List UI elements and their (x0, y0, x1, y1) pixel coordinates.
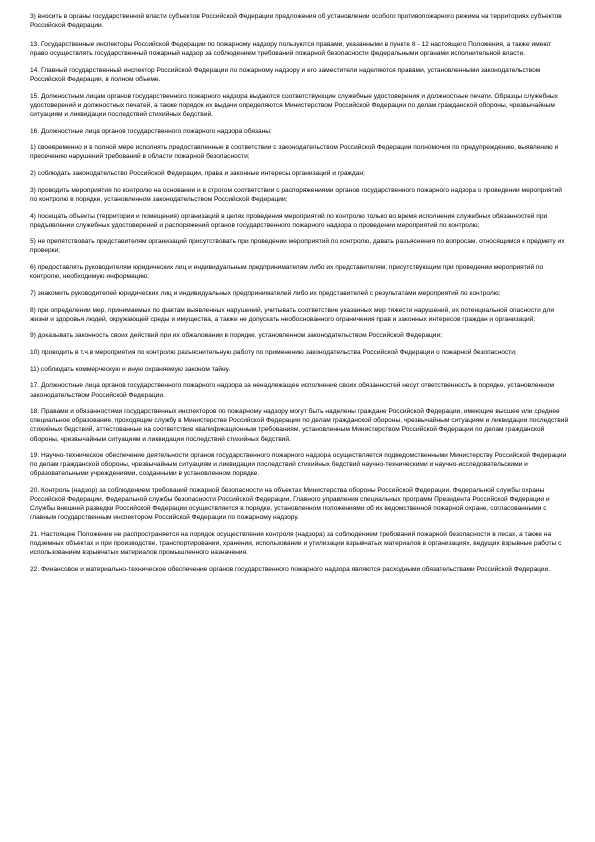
paragraph: 16. Должностные лица органов государственного пожарного надзора обязаны: (30, 127, 272, 135)
list-item: 1) своевременно и в полной мере исполнять предоставленные в соответствии с законодательством Российской Федерации полномочия по предупреждению, выявлению и пресечению нарушений требований в области пожарной безопасности; (30, 144, 559, 161)
list-item: 5) не препятствовать представителям организаций присутствовать при проведении мероприятий по контролю, давать разъяснения по вопросам, относящимся к предмету их проверки; (30, 238, 565, 255)
paragraph: 20. Контроль (надзор) за соблюдением требований пожарной безопасности на объектах Министерства обороны Российской Федерации, Федеральной службы охраны Российской Федерации, Федеральной службы безопасности Российской Федерации, Главного управления специальных программ Президента Российской Федерации и Службы внешней разведки Российской Федерации осуществляется в порядке, установленном положениями об их ведомственной пожарной охране, согласованными с главным государственным инспектором Российской Федерации по пожарному надзору. (30, 487, 550, 522)
list-item: 6) предоставлять руководителям юридических лиц и индивидуальным предпринимателям либо их представителям, присутствующим при проведении мероприятий по контролю, необходимую информацию; (30, 264, 544, 281)
paragraph: 21. Настоящее Положение не распространяется на порядок осуществления контроля (надзора) за соблюдением требований пожарной безопасности в лесах, а также на подземных объектах и при производстве, транспортировании, хранении, использовании и утилизации взрывчатых материалов в организациях, ведущих взрывные работы с использованием взрывчатых материалов промышленного назначения. (30, 531, 562, 557)
list-item: 2) соблюдать законодательство Российской Федерации, права и законные интересы организаций и граждан; (30, 170, 365, 178)
list-item: 7) знакомить руководителей юридических лиц и индивидуальных предпринимателей либо их представителей с результатами мероприятий по контролю; (30, 289, 501, 297)
list-item: 8) при определении мер, принимаемых по фактам выявленных нарушений, учитывать соответствие указанных мер тяжести нарушений, их потенциальной опасности для жизни и здоровья людей, окружающей среды и имущества, а также не допускать необоснованного ограничения прав и законных интересов граждан и организаций; (30, 306, 554, 323)
paragraph: 14. Главный государственный инспектор Российской Федерации по пожарному надзору и его заместители наделяются правами, установленными законодательством Российской Федерации, в полном объеме. (30, 66, 541, 84)
list-item: 3) проводить мероприятия по контролю на основании и в строгом соответствии с распоряжениями органов государственного пожарного надзора о проведении мероприятий по контролю в порядке, установленном законодательством Российской Федерации; (30, 186, 562, 203)
paragraph: 17. Должностные лица органов государственного пожарного надзора за ненадлежащее исполнение своих обязанностей несут ответственность в порядке, установленном законодательством Российской Федерации. (30, 382, 554, 399)
paragraph: 19. Научно-техническое обеспечение деятельности органов государственного пожарного надзора осуществляется подведомственными Министерству Российской Федерации по делам гражданской обороны, чрезвычайным ситуациям и ликвидации последствий стихийных бедствий научно-техническими и научно-исследовательскими и образовательными учреждениями, созданными в установленном порядке. (30, 452, 567, 478)
paragraph: 22. Финансовое и материально-техническое обеспечение органов государственного пожарного надзора являются расходными обязательствами Российской Федерации. (30, 565, 551, 573)
list-item: 10) проводить в т.ч.в мероприятия по контролю разъяснительную работу по применению законодательства Российской Федерации о пожарной безопасности; (30, 349, 517, 357)
list-item: 4) посещать объекты (территории и помещения) организаций в целях проведения мероприятий по контролю только во время исполнения служебных обязанностей при предъявлении служебных удостоверений и распоряжений органов государственного пожарного надзора о проведении мероприятий по контролю; (30, 212, 548, 229)
paragraph: 3) вносить в органы государственной власти субъектов Российской Федерации предложения об установлении особого противопожарного режима на территориях субъектов Российской Федерации. (30, 13, 562, 30)
paragraph: 18. Правами и обязанностями государственных инспекторов по пожарному надзору могут быть наделены граждане Российской Федерации, имеющие высшее или среднее специальное образование, проходящие службу в Министерстве Российской Федерации по делам гражданской обороны, чрезвычайным ситуациям и ликвидации последствий стихийных бедствий, аттестованные на соответствие квалификационным требованиям, установленным Министерством Российской Федерации по делам гражданской обороны, чрезвычайным ситуациям и ликвидации последствий стихийных бедствий. (30, 408, 569, 443)
paragraph: 13. Государственные инспекторы Российской Федерации по пожарному надзору пользуются правами, указанными в пункте 8 - 12 настоящего Положения, а также имеют право осуществлять государственный пожарный надзор за соблюдением требований пожарной безопасности федеральными органами исполнительной власти. (30, 41, 552, 58)
paragraph: 15. Должностным лицам органов государственного пожарного надзора выдаются соответствующие служебные удостоверения и должностные печати. Образцы служебных удостоверений и должностных печатей, а также порядок их выдачи определяются Министерством Российской Федерации по делам гражданской обороны, чрезвычайным ситуациям и ликвидации последствий стихийных бедствий. (30, 92, 558, 118)
list-item: 11) соблюдать коммерческую и иную охраняемую законом тайну. (30, 365, 231, 373)
list-item: 9) доказывать законность своих действий при их обжаловании в порядке, установленном законодательством Российской Федерации; (30, 332, 442, 340)
